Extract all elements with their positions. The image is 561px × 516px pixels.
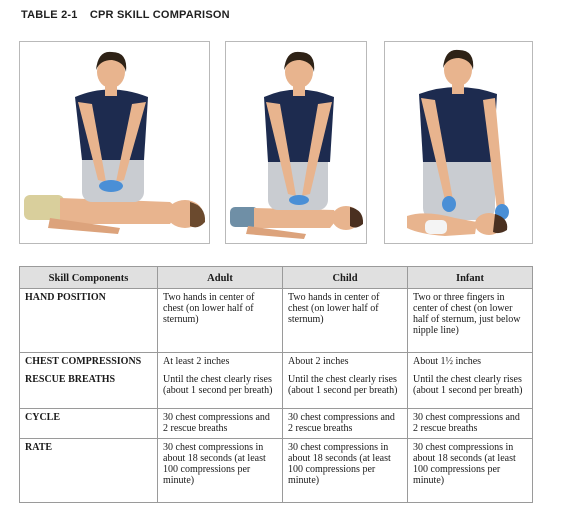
rescuer-gloves <box>99 180 123 192</box>
victim-hair <box>190 202 205 227</box>
table-number: TABLE 2-1 <box>21 9 78 21</box>
child-value: 30 chest compressions and 2 rescue breaths <box>283 409 408 439</box>
rescuer-left-glove <box>442 196 456 212</box>
skill-label: RATE <box>20 439 158 503</box>
infant-cell <box>408 353 533 409</box>
table-title-text: CPR SKILL COMPARISON <box>89 9 230 21</box>
table-row <box>20 409 533 439</box>
skill-label: CYCLE <box>20 409 158 439</box>
child-cell <box>283 353 408 409</box>
child-value: 30 chest compressions in about 18 seconds (at least 100 compressions per minute) <box>283 439 408 503</box>
child-cpr-illustration <box>226 42 366 243</box>
victim-torso <box>254 208 338 228</box>
infant-value-secondary: Until the chest clearly rises (about 1 second per breath) <box>413 374 523 396</box>
infant-cpr-panel <box>384 41 533 244</box>
infant-cpr-illustration <box>385 42 532 243</box>
victim-hair <box>350 207 363 228</box>
table-row <box>20 439 533 503</box>
skill-cell <box>20 353 158 409</box>
child-value: Two hands in center of chest (on lower half of sternum) <box>283 289 408 353</box>
table-title <box>21 9 230 21</box>
skill-label: HAND POSITION <box>20 289 158 353</box>
infant-value: 30 chest compressions in about 18 seconds (at least 100 compressions per minute) <box>408 439 533 503</box>
victim-shorts <box>24 195 64 220</box>
table-header-row <box>20 267 533 289</box>
column-header-infant: Infant <box>408 267 533 289</box>
adult-cpr-illustration <box>20 42 209 243</box>
child-cpr-panel <box>225 41 367 244</box>
column-header-adult: Adult <box>158 267 283 289</box>
adult-value: Two hands in center of chest (on lower half of sternum) <box>158 289 283 353</box>
skill-label-secondary: RESCUE BREATHS <box>25 374 116 385</box>
cpr-comparison-table <box>19 266 533 503</box>
adult-value: 30 chest compressions and 2 rescue breaths <box>158 409 283 439</box>
rescuer-gloves <box>289 195 309 205</box>
child-value: About 2 inches <box>288 356 349 367</box>
child-value-secondary: Until the chest clearly rises (about 1 second per breath) <box>288 374 398 396</box>
infant-value: 30 chest compressions and 2 rescue breaths <box>408 409 533 439</box>
infant-diaper <box>425 220 447 234</box>
skill-label: CHEST COMPRESSIONS <box>25 356 142 367</box>
table-row <box>20 353 533 409</box>
column-header-child: Child <box>283 267 408 289</box>
table-row <box>20 289 533 353</box>
adult-value: 30 chest compressions in about 18 seconds (at least 100 compressions per minute) <box>158 439 283 503</box>
column-header-skill: Skill Components <box>20 267 158 289</box>
adult-cell <box>158 353 283 409</box>
infant-value: About 1½ inches <box>413 356 482 367</box>
victim-shorts <box>230 207 258 227</box>
adult-value-secondary: Until the chest clearly rises (about 1 second per breath) <box>163 374 273 396</box>
infant-value: Two or three fingers in center of chest (on lower half of sternum, just below nipple line) <box>408 289 533 353</box>
adult-value: At least 2 inches <box>163 356 230 367</box>
adult-cpr-panel <box>19 41 210 244</box>
